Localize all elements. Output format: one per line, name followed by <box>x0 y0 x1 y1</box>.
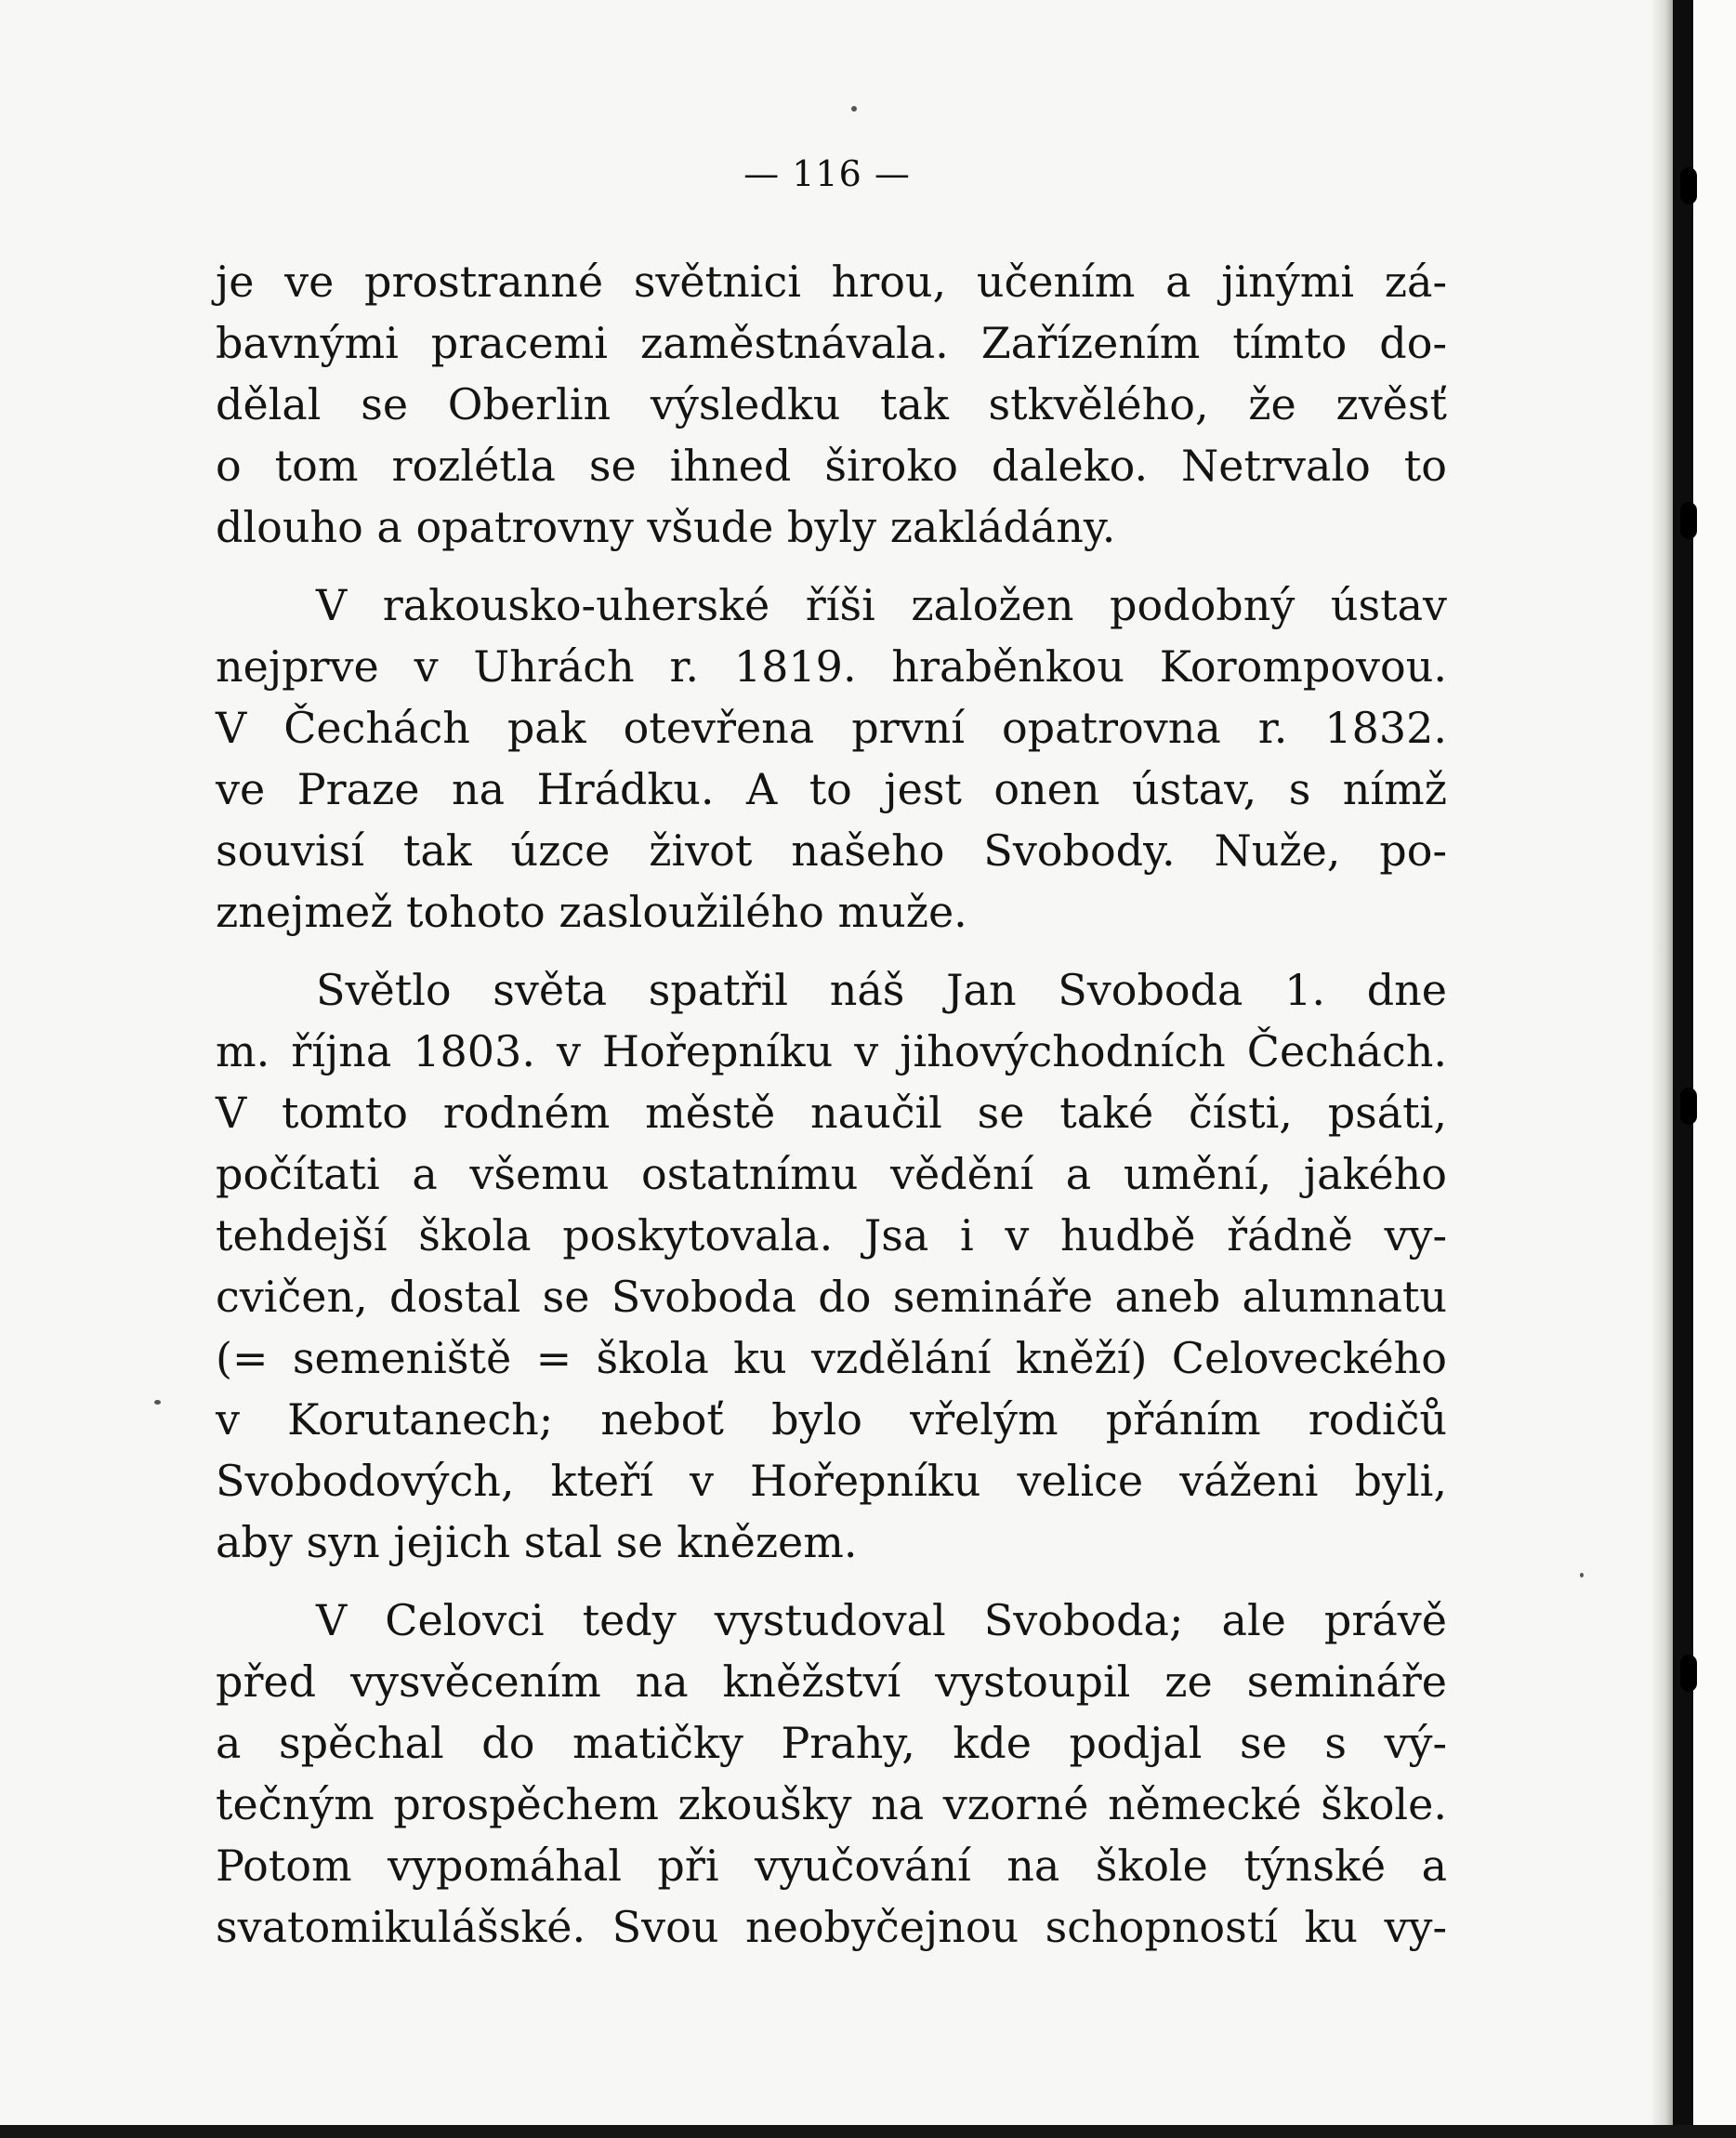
text-line: Potom vypomáhal při vyučování na škole týnské a <box>216 1841 1447 1891</box>
text-line: tečným prospěchem zkoušky na vzorné německé škole. <box>216 1779 1447 1829</box>
text-line: nejprve v Uhrách r. 1819. hraběnkou Korompovou. <box>216 641 1447 692</box>
paragraph-1 <box>216 251 1447 558</box>
text-line: dlouho a opatrovny všude byly zakládány. <box>216 502 1116 552</box>
text-line: je ve prostranné světnici hrou, učením a jinými zá- <box>216 257 1447 307</box>
body-text <box>216 251 1447 1974</box>
binding-mark <box>1680 167 1697 205</box>
text-line: tehdejší škola poskytovala. Jsa i v hudbě řádně vy- <box>216 1210 1447 1260</box>
text-line: m. října 1803. v Hořepníku v jihovýchodních Čechách. <box>216 1026 1447 1076</box>
page-bottom-edge <box>0 2125 1736 2138</box>
text-line: V tomto rodném městě naučil se také čísti, psáti, <box>216 1088 1447 1138</box>
text-line: V Celovci tedy vystudoval Svoboda; ale právě <box>316 1595 1447 1645</box>
text-line: V rakousko-uherské říši založen podobný ústav <box>316 580 1447 630</box>
text-line: aby syn jejich stal se knězem. <box>216 1517 858 1567</box>
paragraph-2 <box>216 574 1447 943</box>
binding-mark <box>1680 502 1697 539</box>
text-line: V Čechách pak otevřena první opatrovna r. 1832. <box>216 703 1447 753</box>
text-line: Svobodových, kteří v Hořepníku velice váženi byli, <box>216 1456 1447 1506</box>
binding-mark <box>1680 1655 1697 1692</box>
text-line: znejmež tohoto zasloužilého muže. <box>216 887 967 937</box>
page-binding-edge <box>1673 0 1693 2138</box>
text-line: (= semeniště = škola ku vzdělání kněží) Celoveckého <box>216 1333 1447 1383</box>
text-line: souvisí tak úzce život našeho Svobody. Nuže, po- <box>216 825 1447 876</box>
text-line: ve Praze na Hrádku. A to jest onen ústav, s nímž <box>216 764 1447 814</box>
text-line: v Korutanech; neboť bylo vřelým přáním rodičů <box>216 1394 1447 1445</box>
paragraph-3 <box>216 959 1447 1573</box>
text-line: a spěchal do matičky Prahy, kde podjal se s vý- <box>216 1718 1447 1768</box>
page-number: — 116 — <box>743 153 911 194</box>
text-line: o tom rozlétla se ihned široko daleko. Netrvalo to <box>216 441 1447 491</box>
text-line: počítati a všemu ostatnímu vědění a umění, jakého <box>216 1149 1447 1199</box>
text-line: Světlo světa spatřil náš Jan Svoboda 1. dne <box>316 965 1447 1015</box>
page-gutter-shadow <box>1652 0 1675 2138</box>
text-line: cvičen, dostal se Svoboda do semináře aneb alumnatu <box>216 1272 1447 1322</box>
text-line: před vysvěcením na kněžství vystoupil ze semináře <box>216 1656 1447 1707</box>
paper-speck <box>154 1400 161 1405</box>
paper-speck <box>1580 1573 1584 1577</box>
text-line: bavnými pracemi zaměstnávala. Zařízením tímto do- <box>216 318 1447 368</box>
text-line: svatomikulášské. Svou neobyčejnou schopností ku vy- <box>216 1902 1447 1952</box>
page-margin-strip <box>1693 0 1736 2138</box>
binding-mark <box>1680 1088 1697 1125</box>
paper-speck <box>851 106 857 112</box>
paragraph-4 <box>216 1590 1447 1958</box>
text-line: dělal se Oberlin výsledku tak stkvělého, že zvěsť <box>216 379 1447 429</box>
